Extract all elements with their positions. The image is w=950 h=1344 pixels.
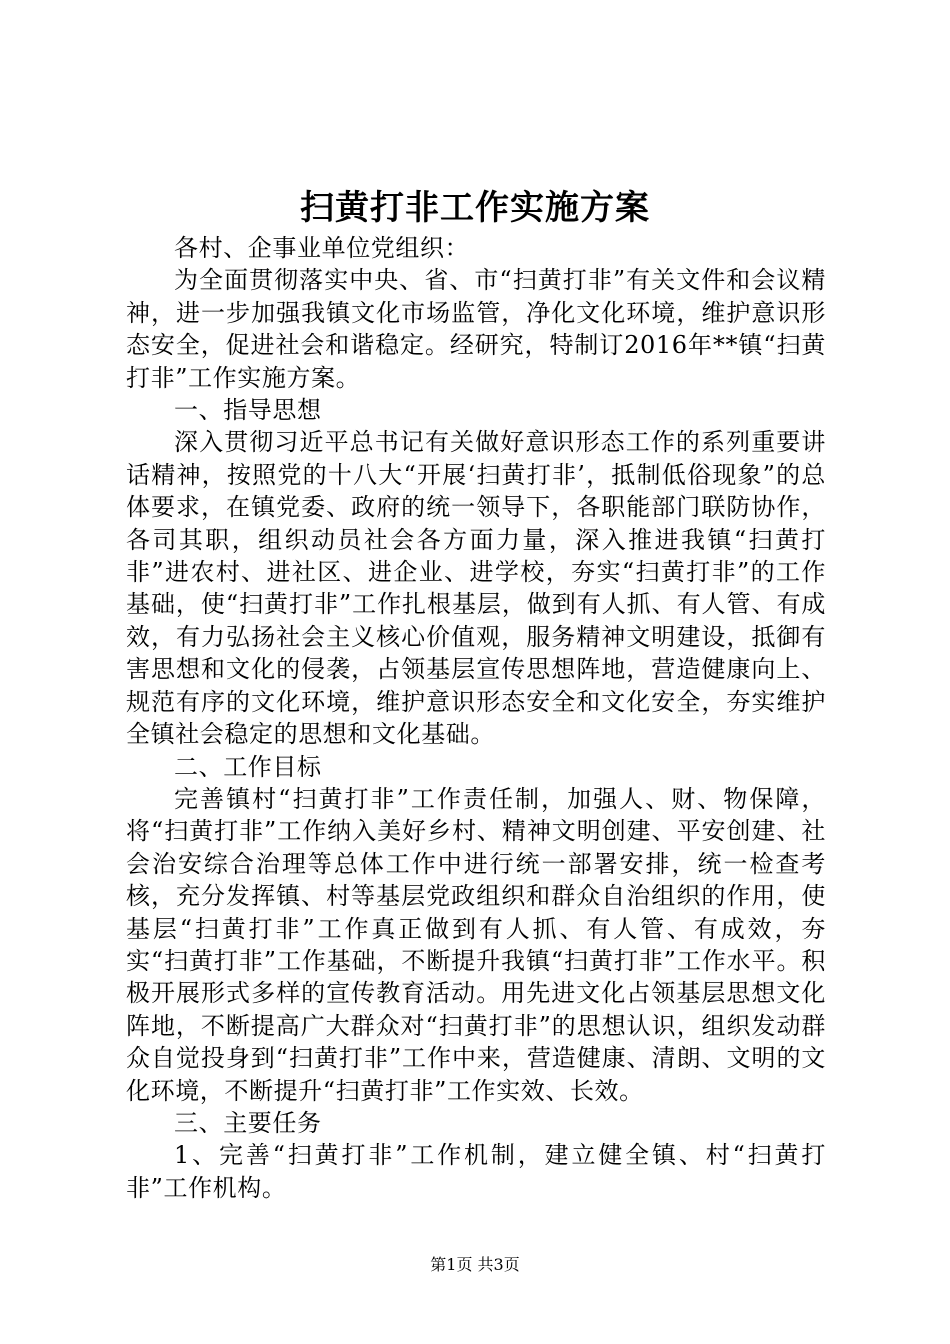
document-body (126, 232, 826, 1204)
section-heading-guiding-thought: 一、指导思想 (174, 396, 322, 425)
section-heading-work-goals: 二、工作目标 (174, 752, 322, 781)
section-item-main-tasks-1: 1、完善“扫黄打非”工作机制，建立健全镇、村“扫黄打非”工作机构。 (126, 1141, 826, 1202)
section-body-guiding-thought: 深入贯彻习近平总书记有关做好意识形态工作的系列重要讲话精神，按照党的十八大“开展‘扫黄打非’，抵制低俗现象”的总体要求，在镇党委、政府的统一领导下，各职能部门联防协作，各司其职，组织动员社会各方面力量，深入推进我镇“扫黄打非”进农村、进社区、进企业、进学校，夯实“扫黄打非”的工作基础，使“扫黄打非”工作扎根基层，做到有人抓、有人管、有成效，有力弘扬社会主义核心价值观，服务精神文明建设，抵御有害思想和文化的侵袭，占领基层宣传思想阵地，营造健康向上、规范有序的文化环境，维护意识形态安全和文化安全，夯实维护全镇社会稳定的思想和文化基础。 (126, 428, 826, 749)
salutation: 各村、企事业单位党组织： (174, 234, 470, 262)
document-title: 扫黄打非工作实施方案 (300, 188, 650, 228)
page-footer: 第1页 共3页 (430, 1255, 520, 1274)
section-body-work-goals: 完善镇村“扫黄打非”工作责任制，加强人、财、物保障，将“扫黄打非”工作纳入美好乡村、精神文明创建、平安创建、社会治安综合治理等总体工作中进行统一部署安排，统一检查考核，充分发挥镇、村等基层党政组织和群众自治组织的作用，使基层“扫黄打非”工作真正做到有人抓、有人管、有成效，夯实“扫黄打非”工作基础，不断提升我镇“扫黄打非”工作水平。积极开展形式多样的宣传教育活动。用先进文化占领基层思想文化阵地，不断提高广大群众对“扫黄打非”的思想认识，组织发动群众自觉投身到“扫黄打非”工作中来，营造健康、清朗、文明的文化环境，不断提升“扫黄打非”工作实效、长效。 (126, 784, 826, 1105)
section-heading-main-tasks: 三、主要任务 (174, 1108, 322, 1137)
intro-paragraph: 为全面贯彻落实中央、省、市“扫黄打非”有关文件和会议精神，进一步加强我镇文化市场监管，净化文化环境，维护意识形态安全，促进社会和谐稳定。经研究，特制订2016年**镇“扫黄打非”工作实施方案。 (126, 266, 826, 392)
